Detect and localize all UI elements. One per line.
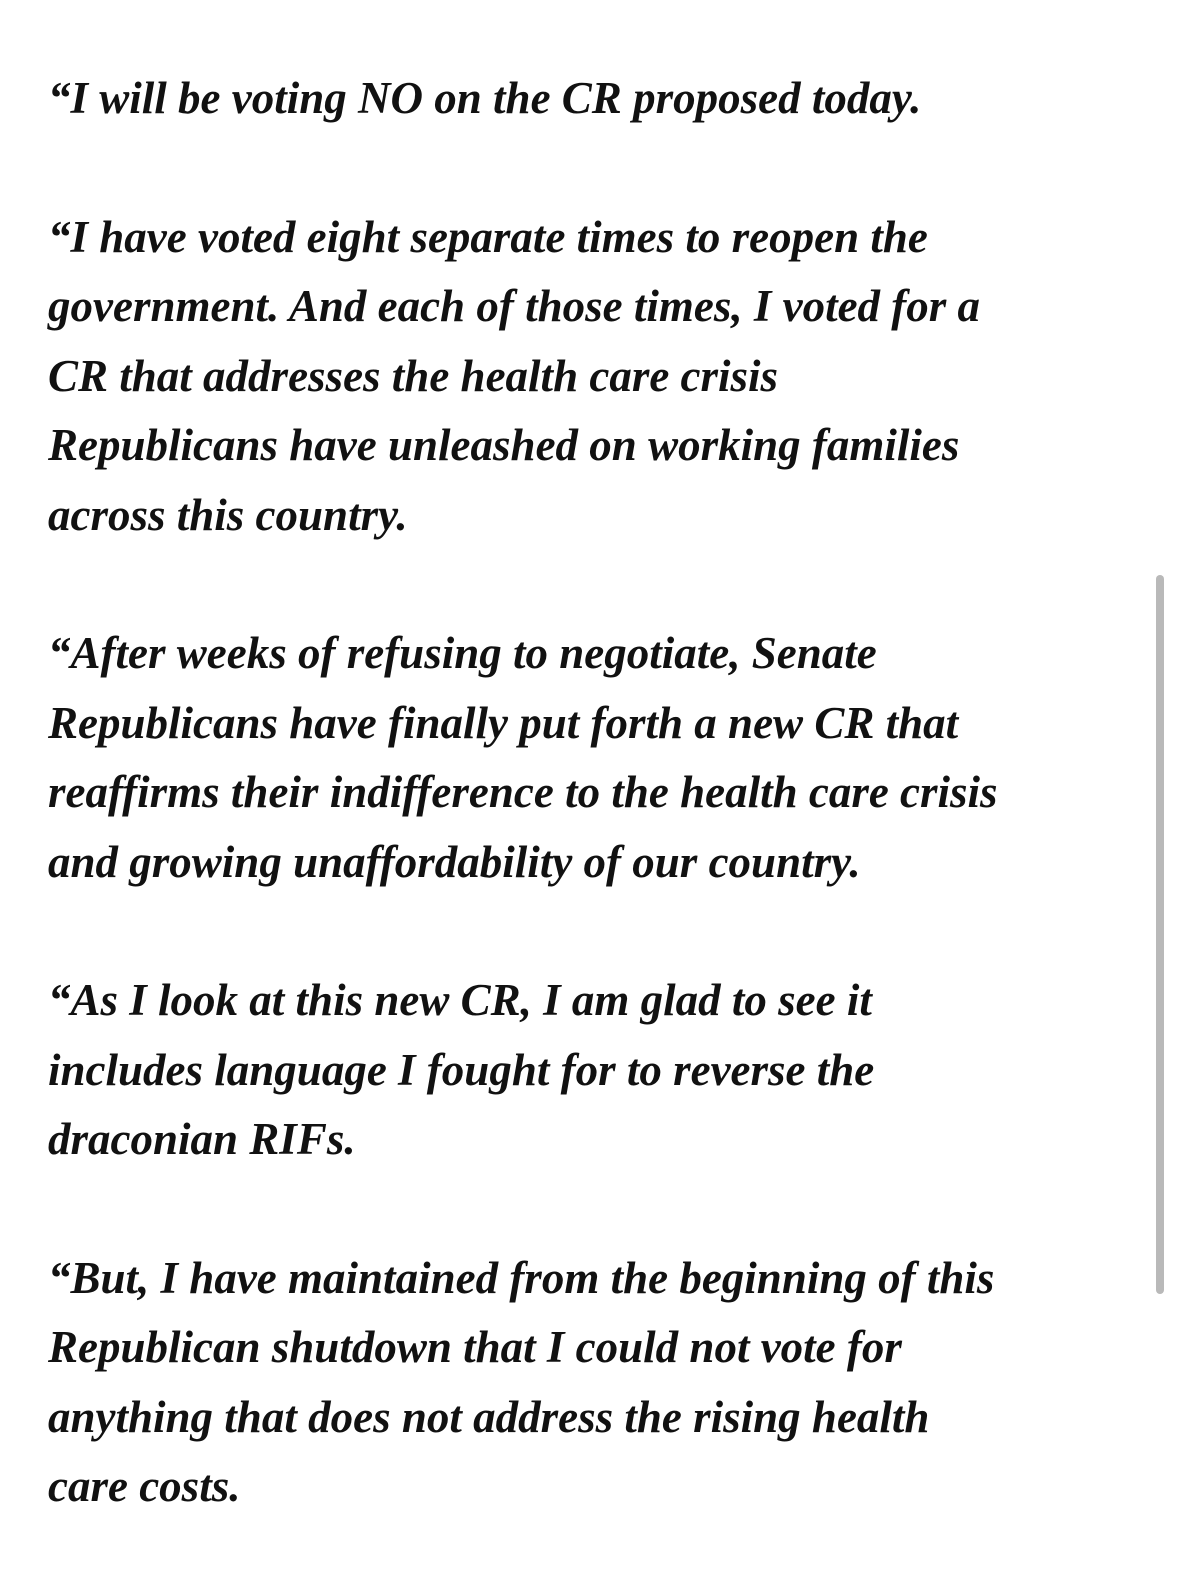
text-line: “After weeks of refusing to negotiate, Senate bbox=[48, 628, 877, 678]
text-line: “As I look at this new CR, I am glad to see it bbox=[48, 975, 872, 1025]
text-line: Republicans have finally put forth a new CR that bbox=[48, 697, 959, 748]
text-line: “But, I have maintained from the beginning of this bbox=[48, 1252, 995, 1303]
paragraph-gap bbox=[48, 1175, 1133, 1244]
text-line: reaffirms their indifference to the health care crisis bbox=[48, 767, 998, 817]
paragraph-3 bbox=[48, 619, 1133, 897]
text-line: Republican shutdown that I could not vote for bbox=[48, 1322, 902, 1372]
paragraph-2 bbox=[48, 203, 1133, 551]
paragraph-4 bbox=[48, 966, 1133, 1175]
text-line: Republicans have unleashed on working families bbox=[48, 420, 960, 470]
paragraph-gap bbox=[48, 134, 1133, 203]
text-line: “I will be voting NO on the CR proposed today. bbox=[48, 73, 922, 123]
statement-body bbox=[48, 64, 1133, 1522]
text-line: anything that does not address the rising health bbox=[48, 1391, 930, 1442]
text-line: care costs. bbox=[48, 1461, 241, 1511]
paragraph-1 bbox=[48, 64, 1133, 134]
paragraph-gap bbox=[48, 897, 1133, 966]
text-line: includes language I fought for to reverse the bbox=[48, 1044, 875, 1095]
text-line: across this country. bbox=[48, 489, 408, 540]
vertical-scrollbar[interactable] bbox=[1156, 575, 1164, 1294]
text-line: government. And each of those times, I voted for a bbox=[48, 281, 981, 331]
text-line: draconian RIFs. bbox=[48, 1114, 356, 1164]
paragraph-gap bbox=[48, 550, 1133, 619]
text-line: “I have voted eight separate times to reopen the bbox=[48, 211, 928, 262]
text-line: and growing unaffordability of our country. bbox=[48, 836, 861, 887]
paragraph-5 bbox=[48, 1244, 1133, 1522]
text-line: CR that addresses the health care crisis bbox=[48, 350, 779, 401]
